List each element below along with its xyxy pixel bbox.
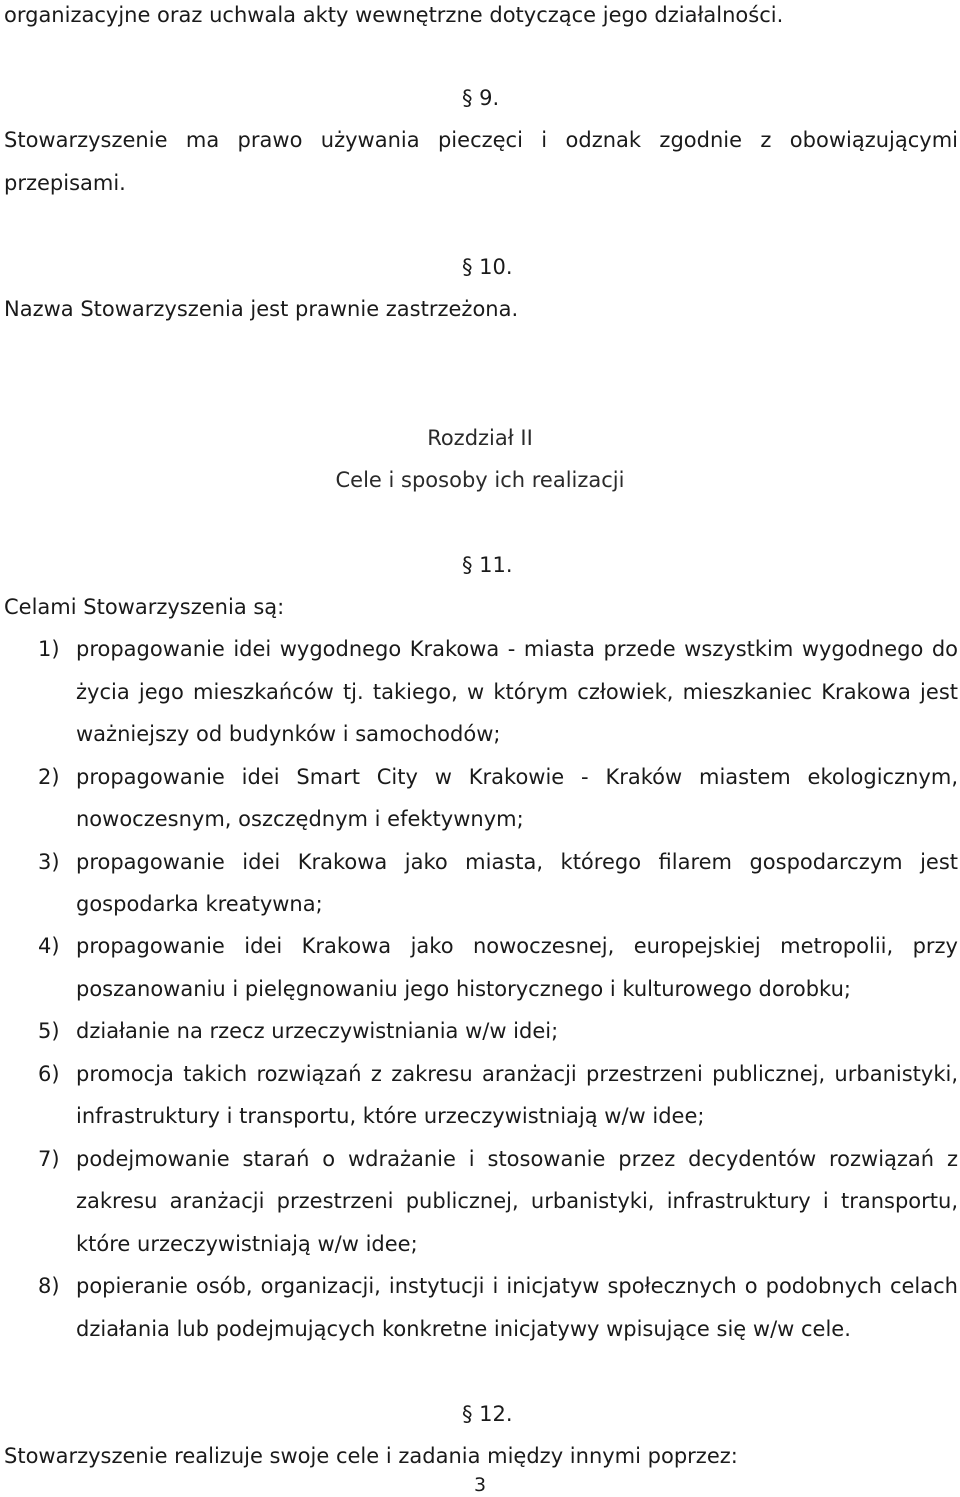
list-item-text: propagowanie idei wygodnego Krakowa - miasta przede wszystkim wygodnego do xyxy=(76,637,958,661)
paragraph-10-mark: § 10. xyxy=(462,255,513,279)
list-item-number: 5) xyxy=(38,1019,60,1043)
list-item-text: zakresu aranżacji przestrzeni publicznej, urbanistyki, infrastruktury i transportu, xyxy=(76,1189,958,1213)
list-item-text: popieranie osób, organizacji, instytucji i inicjatyw społecznych o podobnych celach xyxy=(76,1274,958,1298)
list-item-text: podejmowanie starań o wdrażanie i stosowanie przez decydentów rozwiązań z xyxy=(76,1147,958,1171)
list-item-text: działanie na rzecz urzeczywistniania w/w idei; xyxy=(76,1019,559,1043)
paragraph-9-text-line: przepisami. xyxy=(4,171,126,195)
chapter-number: Rozdział II xyxy=(427,426,533,450)
list-item-text: gospodarka kreatywna; xyxy=(76,892,323,916)
list-item-text: działania lub podejmujących konkretne inicjatywy wpisujące się w/w cele. xyxy=(76,1317,851,1341)
list-item-text: ważniejszy od budynków i samochodów; xyxy=(76,722,501,746)
paragraph-9-mark: § 9. xyxy=(462,86,500,110)
page-number: 3 xyxy=(473,1474,487,1496)
paragraph-11-intro: Celami Stowarzyszenia są: xyxy=(4,595,285,619)
list-item-number: 1) xyxy=(38,637,60,661)
list-item-number: 3) xyxy=(38,850,60,874)
list-item-text: propagowanie idei Krakowa jako nowoczesnej, europejskiej metropolii, przy xyxy=(76,934,958,958)
list-item-text: infrastruktury i transportu, które urzeczywistniają w/w idee; xyxy=(76,1104,705,1128)
list-item-number: 2) xyxy=(38,765,60,789)
list-item-text: życia jego mieszkańców tj. takiego, w którym człowiek, mieszkaniec Krakowa jest xyxy=(76,680,958,704)
paragraph-12-intro: Stowarzyszenie realizuje swoje cele i zadania między innymi poprzez: xyxy=(4,1444,738,1468)
paragraph-11-mark: § 11. xyxy=(462,553,513,577)
paragraph-10-text: Nazwa Stowarzyszenia jest prawnie zastrzeżona. xyxy=(4,297,519,321)
list-item-text: które urzeczywistniają w/w idee; xyxy=(76,1232,418,1256)
list-item-text: promocja takich rozwiązań z zakresu aranżacji przestrzeni publicznej, urbanistyki, xyxy=(76,1062,958,1086)
paragraph-12-mark: § 12. xyxy=(462,1402,513,1426)
list-item-text: poszanowaniu i pielęgnowaniu jego historycznego i kulturowego dorobku; xyxy=(76,977,851,1001)
list-item-text: propagowanie idei Smart City w Krakowie - Kraków miastem ekologicznym, xyxy=(76,765,958,789)
list-item-number: 7) xyxy=(38,1147,60,1171)
fragment-line: organizacyjne oraz uchwala akty wewnętrzne dotyczące jego działalności. xyxy=(4,3,784,27)
list-item-number: 8) xyxy=(38,1274,60,1298)
paragraph-9-text-line: Stowarzyszenie ma prawo używania pieczęci i odznak zgodnie z obowiązującymi xyxy=(4,128,958,152)
list-item-text: nowoczesnym, oszczędnym i efektywnym; xyxy=(76,807,524,831)
list-item-text: propagowanie idei Krakowa jako miasta, którego filarem gospodarczym jest xyxy=(76,850,958,874)
list-item-number: 4) xyxy=(38,934,60,958)
list-item-number: 6) xyxy=(38,1062,60,1086)
chapter-title: Cele i sposoby ich realizacji xyxy=(335,468,625,492)
